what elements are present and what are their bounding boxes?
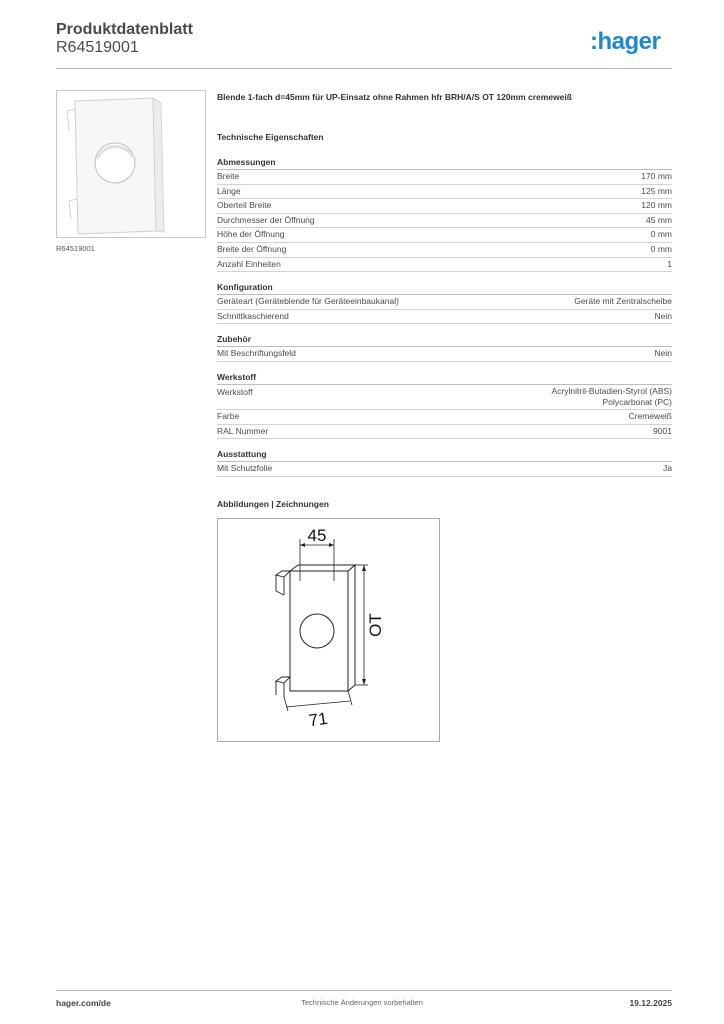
spec-label: Breite der Öffnung	[217, 243, 287, 254]
height-label: OT	[366, 613, 385, 637]
header-divider	[56, 68, 672, 69]
spec-groups	[217, 156, 672, 477]
spec-label: Farbe	[217, 410, 240, 421]
spec-row	[217, 214, 672, 229]
spec-row	[217, 295, 672, 310]
spec-label: Geräteart (Geräteblende für Geräteeinbaukanal)	[217, 296, 399, 307]
spec-row	[217, 228, 672, 243]
footer-disclaimer: Technische Änderungen vorbehalten	[301, 998, 423, 1007]
spec-label: Werkstoff	[217, 386, 253, 397]
spec-group-title: Konfiguration	[217, 281, 672, 295]
document-title: Produktdatenblatt	[56, 21, 193, 38]
spec-row	[217, 347, 672, 362]
spec-row	[217, 258, 672, 273]
thumbnail-caption: R64519001	[56, 244, 95, 253]
spec-group	[217, 448, 672, 477]
spec-value	[641, 170, 672, 184]
product-title: Blende 1-fach d=45mm für UP-Einsatz ohne Rahmen hfr BRH/A/S OT 120mm cremeweiß	[217, 92, 572, 102]
spec-group-title: Abmessungen	[217, 156, 672, 170]
spec-label: Breite	[217, 171, 240, 181]
spec-group	[217, 333, 672, 362]
figures-heading: Abbildungen | Zeichnungen	[217, 499, 329, 509]
spec-group-title: Werkstoff	[217, 371, 672, 385]
technical-drawing	[217, 518, 440, 742]
spec-label: Durchmesser der Öffnung	[217, 214, 315, 225]
logo-text: :hager	[590, 29, 661, 55]
spec-row	[217, 310, 672, 325]
spec-row	[217, 170, 672, 185]
spec-group	[217, 371, 672, 439]
specifications	[217, 92, 672, 486]
spec-value	[663, 462, 672, 476]
spec-value-line: 125 mm	[641, 185, 672, 196]
spec-value	[655, 310, 672, 324]
spec-row	[217, 385, 672, 410]
diameter-label: 45	[307, 526, 327, 545]
spec-value-line: 45 mm	[646, 214, 672, 225]
spec-label: Länge	[217, 185, 241, 196]
spec-row	[217, 199, 672, 214]
footer-website-link[interactable]: hager.com/de	[56, 998, 111, 1008]
spec-value-line: 1	[667, 258, 672, 269]
spec-label: Höhe der Öffnung	[217, 229, 285, 240]
spec-value	[653, 425, 672, 439]
spec-group	[217, 156, 672, 272]
spec-row	[217, 425, 672, 440]
spec-row	[217, 462, 672, 477]
spec-value	[641, 199, 672, 213]
footer-date: 19.12.2025	[629, 998, 672, 1008]
spec-value-line: 0 mm	[650, 243, 672, 254]
spec-value-line: Polycarbonat (PC)	[602, 396, 672, 407]
spec-value	[651, 243, 672, 257]
spec-value-line: Acrylnitril-Butadien-Styrol (ABS)	[551, 385, 672, 396]
spec-value	[641, 185, 672, 199]
spec-label: RAL Nummer	[217, 425, 269, 436]
spec-group-title: Ausstattung	[217, 448, 672, 462]
spec-value	[574, 295, 672, 309]
spec-value	[651, 228, 672, 242]
spec-value-line: Ja	[663, 463, 672, 474]
spec-value	[629, 410, 672, 424]
dimension-drawing	[218, 519, 439, 741]
hager-logo	[590, 29, 672, 55]
spec-value-line: 9001	[653, 425, 672, 436]
spec-group-title: Zubehör	[217, 333, 672, 347]
spec-label: Anzahl Einheiten	[217, 258, 281, 269]
product-image	[57, 91, 205, 237]
spec-value-line: Nein	[654, 348, 672, 359]
spec-value-line: 0 mm	[650, 229, 672, 240]
spec-row	[217, 243, 672, 258]
spec-label: Oberteil Breite	[217, 200, 272, 211]
depth-label: 71	[307, 708, 329, 731]
spec-value	[552, 386, 672, 408]
document-reference: R64519001	[56, 39, 139, 56]
spec-label: Mit Beschriftungsfeld	[217, 348, 296, 359]
spec-group	[217, 281, 672, 324]
spec-value-line: Nein	[654, 310, 672, 321]
spec-value-line: 120 mm	[641, 200, 672, 211]
spec-label: Mit Schutzfolie	[217, 463, 273, 474]
spec-value-line: Geräte mit Zentralscheibe	[574, 296, 672, 307]
technical-properties-heading: Technische Eigenschaften	[217, 132, 324, 142]
footer-divider	[56, 990, 672, 991]
spec-row	[217, 410, 672, 425]
product-thumbnail	[56, 90, 206, 238]
spec-value	[646, 214, 672, 228]
spec-value-line: Cremeweiß	[628, 410, 672, 421]
spec-value	[655, 347, 672, 361]
spec-value	[667, 258, 672, 272]
spec-label: Schnittkaschierend	[217, 310, 289, 321]
spec-row	[217, 185, 672, 200]
spec-value-line: 170 mm	[641, 171, 672, 181]
